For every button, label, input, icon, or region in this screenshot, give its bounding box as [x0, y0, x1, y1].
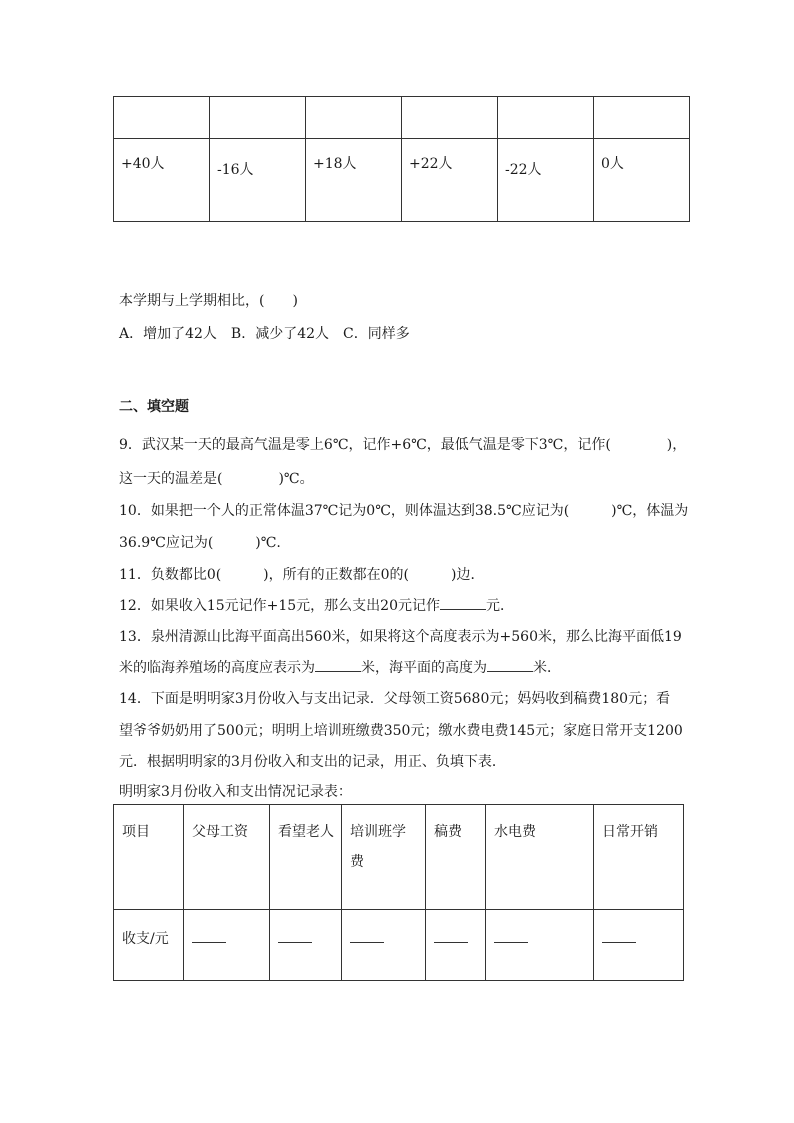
- table-cell: +18人: [306, 139, 402, 222]
- table-cell: +40人: [114, 139, 210, 222]
- q10-line2: 36.9℃应记为( )℃.: [119, 535, 281, 551]
- q13-line1: 13．泉州清源山比海平面高出560米，如果将这个高度表示为+560米，那么比海平面低19: [119, 629, 682, 645]
- table-header-cell: 看望老人: [270, 805, 342, 910]
- table-header-cell: 水电费: [486, 805, 594, 910]
- q8-options: A．增加了42人 B．减少了42人 C．同样多: [119, 326, 410, 342]
- table-cell: [306, 97, 402, 139]
- answer-blank: [315, 659, 361, 672]
- q8-stem: 本学期与上学期相比，( ): [119, 293, 298, 309]
- answer-cell[interactable]: [270, 910, 342, 981]
- table-row: [114, 139, 690, 222]
- table-cell: +22人: [402, 139, 498, 222]
- q12-text: 12．如果收入15元记作+15元，那么支出20元记作: [119, 598, 440, 614]
- table-cell: [402, 97, 498, 139]
- q12-line: [119, 595, 514, 615]
- answer-cell[interactable]: [184, 910, 270, 981]
- answer-blank: [494, 932, 528, 943]
- table-header-cell: 培训班学费: [342, 805, 426, 910]
- answer-cell[interactable]: [426, 910, 486, 981]
- table-row: [114, 910, 684, 981]
- table-row-label: 收支/元: [114, 910, 184, 981]
- answer-cell[interactable]: [594, 910, 684, 981]
- table-cell: [594, 97, 690, 139]
- q13-text-b: 米，海平面的高度为: [361, 660, 487, 676]
- answer-blank: [192, 932, 226, 943]
- q10-line1: 10．如果把一个人的正常体温37℃记为0℃，则体温达到38.5℃应记为( )℃，体温为: [119, 503, 689, 519]
- answer-blank: [602, 932, 636, 943]
- table-cell: -22人: [498, 139, 594, 222]
- q12-unit: 元．: [486, 598, 514, 614]
- table-header-row: [114, 805, 684, 910]
- q13-text-c: 米．: [533, 660, 561, 676]
- table-cell: [114, 97, 210, 139]
- income-expense-table: [113, 804, 684, 981]
- answer-cell[interactable]: [486, 910, 594, 981]
- answer-blank: [440, 597, 486, 610]
- q13-line2: [119, 657, 561, 677]
- table-cell: [210, 97, 306, 139]
- table-header-cell: 项目: [114, 805, 184, 910]
- table-row: [114, 97, 690, 139]
- table-header-cell: 父母工资: [184, 805, 270, 910]
- table-cell: [498, 97, 594, 139]
- q14-line2: 望爷爷奶奶用了500元；明明上培训班缴费350元；缴水费电费145元；家庭日常开支1200: [119, 723, 683, 739]
- q11-line1: 11．负数都比0( )，所有的正数都在0的( )边．: [119, 567, 485, 583]
- section-heading: 二、填空题: [119, 399, 189, 415]
- table-header-cell: 日常开销: [594, 805, 684, 910]
- q14-line1: 14．下面是明明家3月份收入与支出记录．父母领工资5680元；妈妈收到稿费180元；看: [119, 691, 671, 707]
- q14-line3: 元．根据明明家的3月份收入和支出的记录，用正、负填下表．: [119, 754, 506, 770]
- answer-blank: [487, 659, 533, 672]
- population-change-table: [113, 96, 690, 222]
- q9-line1: 9．武汉某一天的最高气温是零上6℃，记作+6℃，最低气温是零下3℃，记作( )，: [119, 437, 687, 453]
- answer-blank: [434, 932, 468, 943]
- answer-blank: [278, 932, 312, 943]
- q14-table-title: 明明家3月份收入和支出情况记录表：: [119, 784, 352, 800]
- table-header-cell: 稿费: [426, 805, 486, 910]
- table-cell: -16人: [210, 139, 306, 222]
- answer-blank: [350, 932, 384, 943]
- table-cell: 0人: [594, 139, 690, 222]
- q13-text-a: 米的临海养殖场的高度应表示为: [119, 660, 315, 676]
- q9-line2: 这一天的温差是( )℃。: [119, 471, 314, 487]
- answer-cell[interactable]: [342, 910, 426, 981]
